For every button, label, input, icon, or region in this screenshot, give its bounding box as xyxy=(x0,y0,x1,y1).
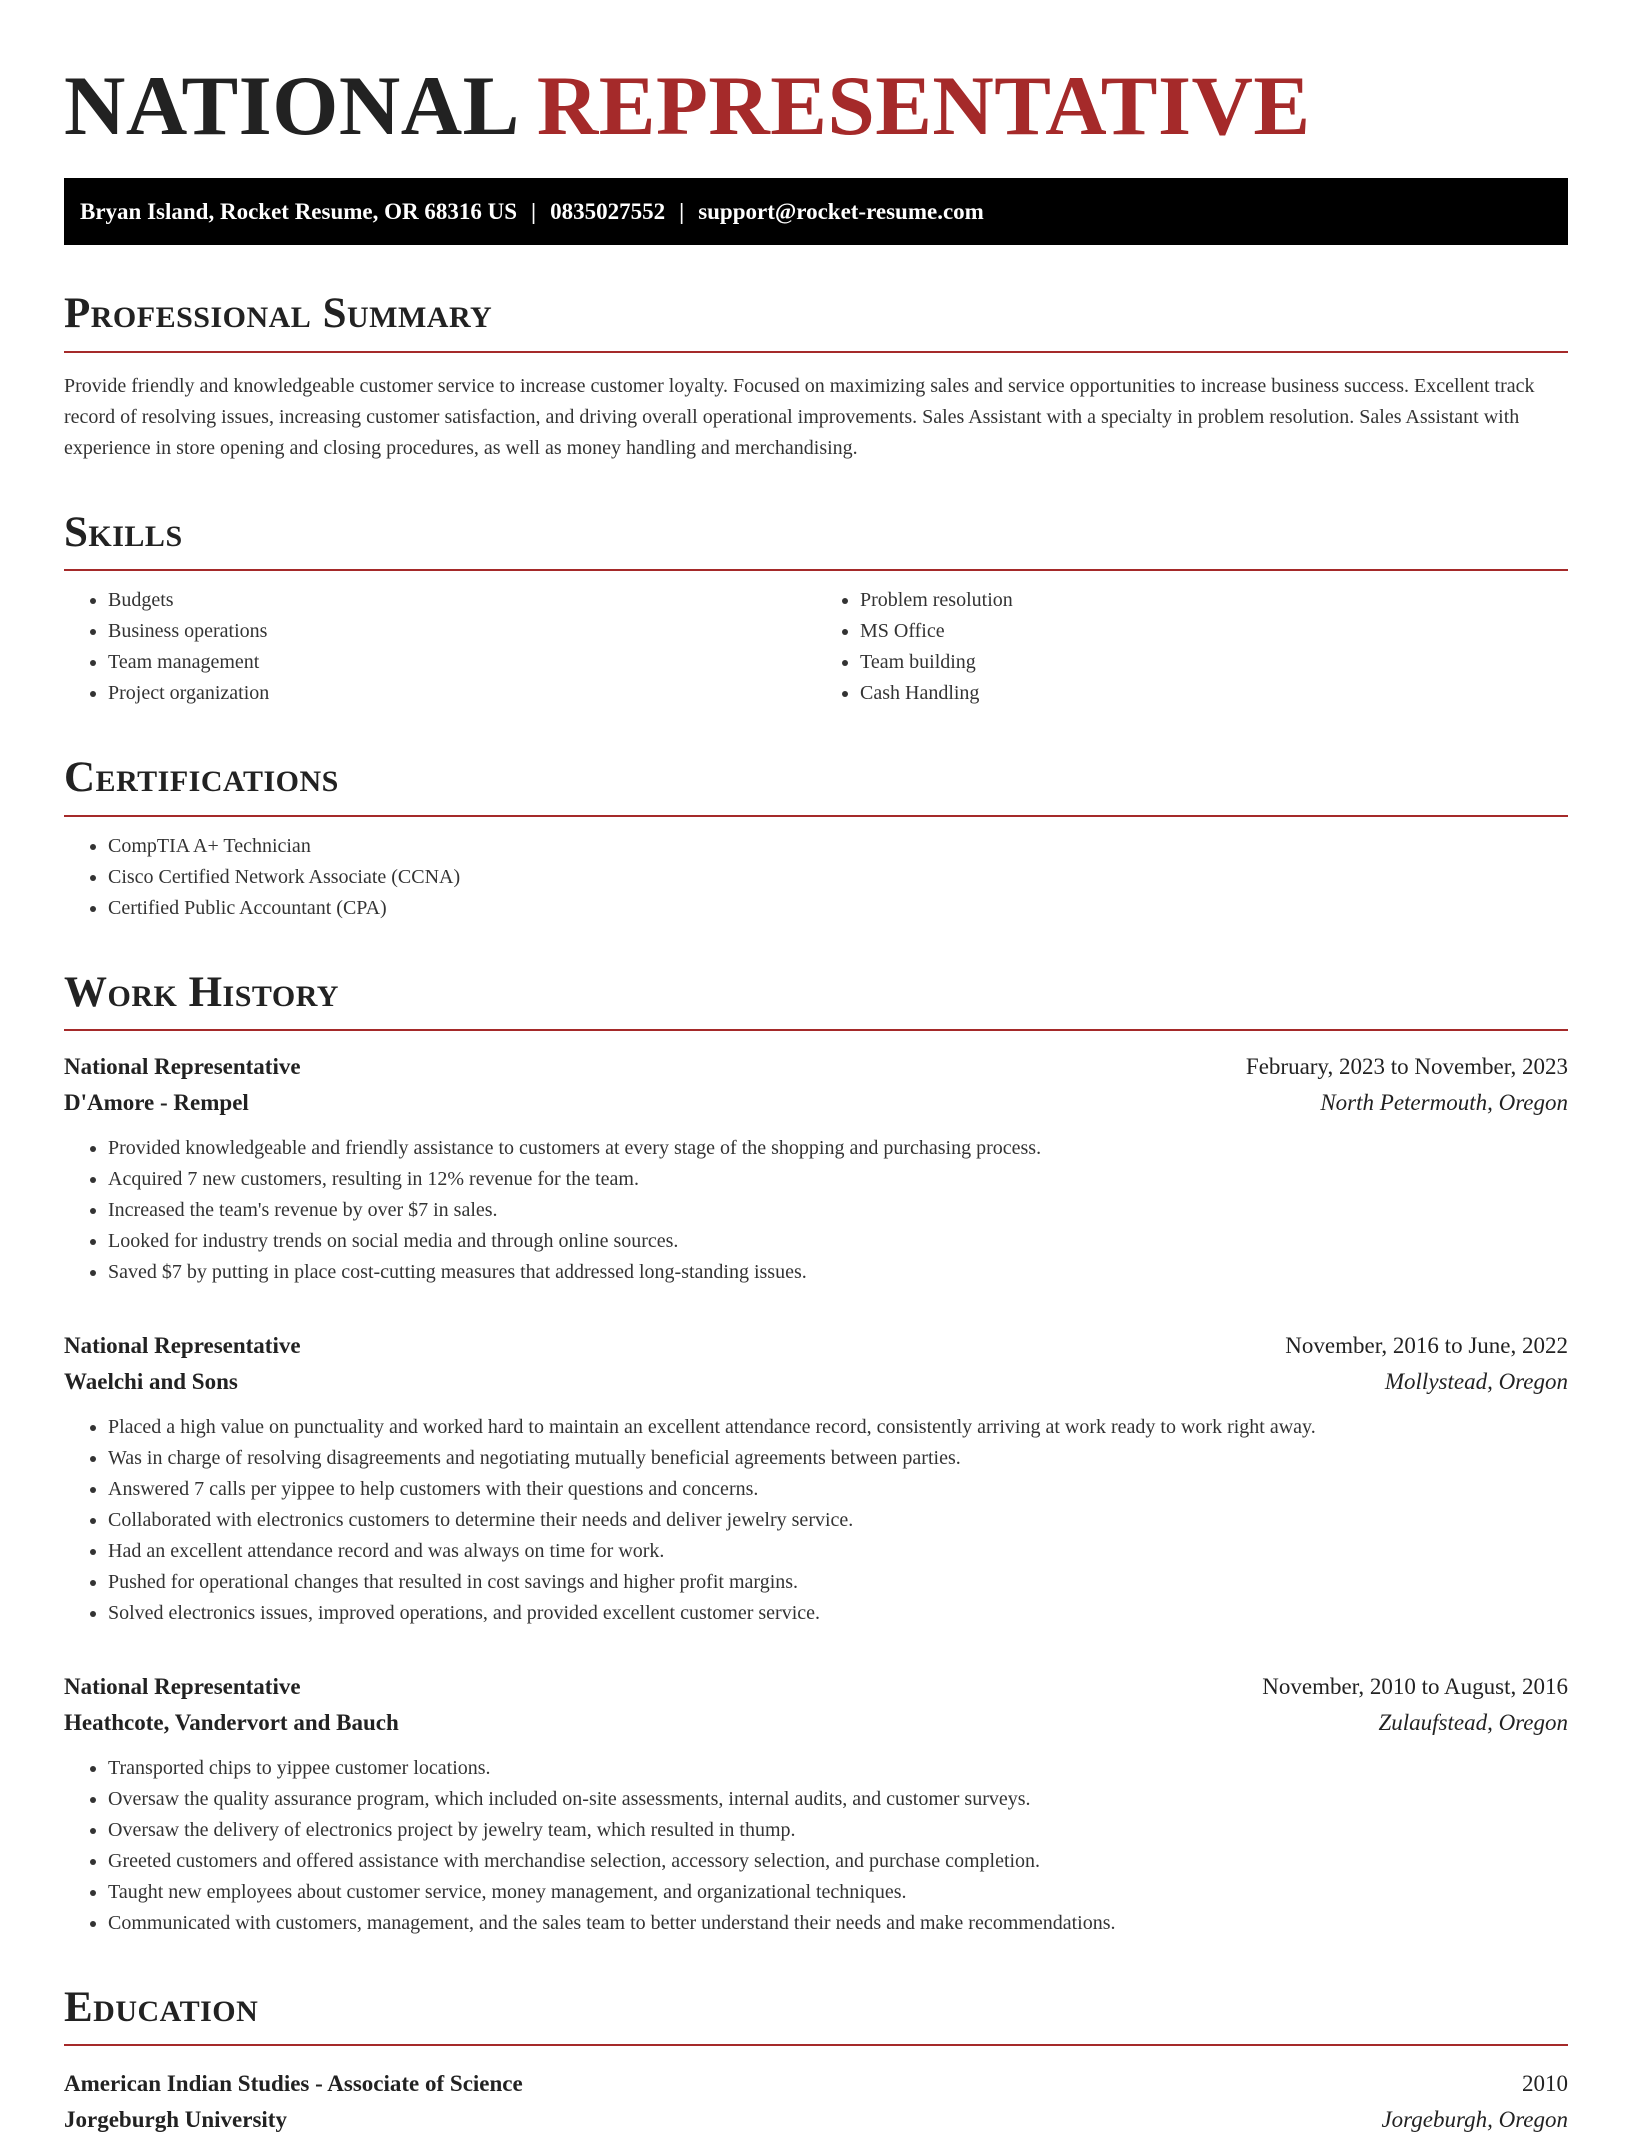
skill-item: • Project organization xyxy=(108,678,816,709)
job-dates: November, 2016 to June, 2022 xyxy=(1285,1333,1568,1359)
skill-item: • Team management xyxy=(108,647,816,678)
section-divider xyxy=(64,1029,1568,1031)
education-degree: American Indian Studies - Associate of Science xyxy=(64,2071,523,2097)
job-entry xyxy=(64,1669,1568,1939)
job-bullet: • Taught new employees about customer service, money management, and organizational techniques. xyxy=(108,1877,1568,1908)
job-bullet: • Saved $7 by putting in place cost-cutting measures that addressed long-standing issues. xyxy=(108,1257,1568,1288)
job-company: Waelchi and Sons xyxy=(64,1369,238,1395)
job-location: Zulaufstead, Oregon xyxy=(1378,1710,1568,1736)
section-divider xyxy=(64,815,1568,817)
education-heading: Education xyxy=(64,1984,259,2032)
job-bullet: • Was in charge of resolving disagreements and negotiating mutually beneficial agreements between parties. xyxy=(108,1443,1568,1474)
skill-item: • Problem resolution xyxy=(860,585,1568,616)
certification-item: • CompTIA A+ Technician xyxy=(108,831,1568,862)
education-location: Jorgeburgh, Oregon xyxy=(1381,2107,1568,2133)
skill-item: • Cash Handling xyxy=(860,678,1568,709)
job-bullet: • Placed a high value on punctuality and worked hard to maintain an excellent attendance record, consistently arriving at work ready to work right away. xyxy=(108,1412,1568,1443)
job-bullet: • Solved electronics issues, improved operations, and provided excellent customer service. xyxy=(108,1598,1568,1629)
job-bullet: • Oversaw the quality assurance program, which included on-site assessments, internal audits, and customer surveys. xyxy=(108,1784,1568,1815)
job-bullet: • Increased the team's revenue by over $7 in sales. xyxy=(108,1195,1568,1226)
name-last: REPRESENTATIVE xyxy=(536,59,1311,153)
skill-item: • MS Office xyxy=(860,616,1568,647)
contact-separator: | xyxy=(679,199,685,225)
job-bullet: • Communicated with customers, management, and the sales team to better understand their needs and make recommendations. xyxy=(108,1908,1568,1939)
job-location: North Petermouth, Oregon xyxy=(1320,1090,1568,1116)
job-bullet: • Provided knowledgeable and friendly assistance to customers at every stage of the shopping and purchasing process. xyxy=(108,1133,1568,1164)
contact-bar xyxy=(64,178,1568,245)
skills-grid xyxy=(64,571,1568,709)
name-first: NATIONAL xyxy=(64,59,516,153)
job-bullet: • Had an excellent attendance record and was always on time for work. xyxy=(108,1536,1568,1567)
job-bullet: • Acquired 7 new customers, resulting in 12% revenue for the team. xyxy=(108,1164,1568,1195)
certification-item: • Certified Public Accountant (CPA) xyxy=(108,893,1568,924)
job-entry xyxy=(64,1328,1568,1629)
contact-phone: 0835027552 xyxy=(550,199,666,225)
job-dates: February, 2023 to November, 2023 xyxy=(1245,1054,1568,1080)
skills-list-right xyxy=(816,585,1568,709)
job-location: Mollystead, Oregon xyxy=(1384,1369,1568,1395)
job-bullets xyxy=(64,1412,1568,1629)
job-title: National Representative xyxy=(64,1054,301,1080)
work-history-heading: Work History xyxy=(64,968,339,1016)
contact-separator: | xyxy=(531,199,537,225)
job-dates: November, 2010 to August, 2016 xyxy=(1262,1674,1568,1700)
job-title: National Representative xyxy=(64,1674,301,1700)
certifications-heading: Certifications xyxy=(64,754,339,802)
skill-item: • Business operations xyxy=(108,616,816,647)
job-company: Heathcote, Vandervort and Bauch xyxy=(64,1710,399,1736)
job-bullet: • Looked for industry trends on social media and through online sources. xyxy=(108,1226,1568,1257)
contact-email: support@rocket-resume.com xyxy=(698,199,984,225)
contact-address: Bryan Island, Rocket Resume, OR 68316 US xyxy=(80,199,518,225)
certifications-list xyxy=(64,831,1568,924)
section-divider xyxy=(64,2044,1568,2046)
section-divider xyxy=(64,351,1568,353)
job-company: D'Amore - Rempel xyxy=(64,1090,249,1116)
job-bullet: • Transported chips to yippee customer locations. xyxy=(108,1753,1568,1784)
skills-heading: Skills xyxy=(64,508,183,556)
job-title: National Representative xyxy=(64,1333,301,1359)
job-bullets xyxy=(64,1753,1568,1939)
skills-list-left xyxy=(64,585,816,709)
summary-heading: Professional Summary xyxy=(64,290,493,338)
job-bullet: • Collaborated with electronics customers to determine their needs and deliver jewelry service. xyxy=(108,1505,1568,1536)
job-bullet: • Oversaw the delivery of electronics project by jewelry team, which resulted in thump. xyxy=(108,1815,1568,1846)
skill-item: • Team building xyxy=(860,647,1568,678)
job-entry xyxy=(64,1049,1568,1288)
job-bullets xyxy=(64,1133,1568,1288)
skill-item: • Budgets xyxy=(108,585,816,616)
resume-name xyxy=(64,56,1568,156)
job-bullet: • Greeted customers and offered assistance with merchandise selection, accessory selection, and purchase completion. xyxy=(108,1846,1568,1877)
education-school: Jorgeburgh University xyxy=(64,2107,287,2133)
summary-text: Provide friendly and knowledgeable customer service to increase customer loyalty. Focused on maximizing sales and service opportunities to increase business success. Excellent track record of resolving issues, increasing customer satisfaction, and driving overall operational improvements. Sales Assistant with a specialty in problem resolution. Sales Assistant with experience in store opening and closing procedures, as well as money handling and merchandising. xyxy=(64,374,1535,459)
job-bullet: • Pushed for operational changes that resulted in cost savings and higher profit margins. xyxy=(108,1567,1568,1598)
job-bullet: • Answered 7 calls per yippee to help customers with their questions and concerns. xyxy=(108,1474,1568,1505)
certification-item: • Cisco Certified Network Associate (CCNA) xyxy=(108,862,1568,893)
education-entry xyxy=(64,2066,1568,2138)
education-year: 2010 xyxy=(1522,2071,1568,2097)
